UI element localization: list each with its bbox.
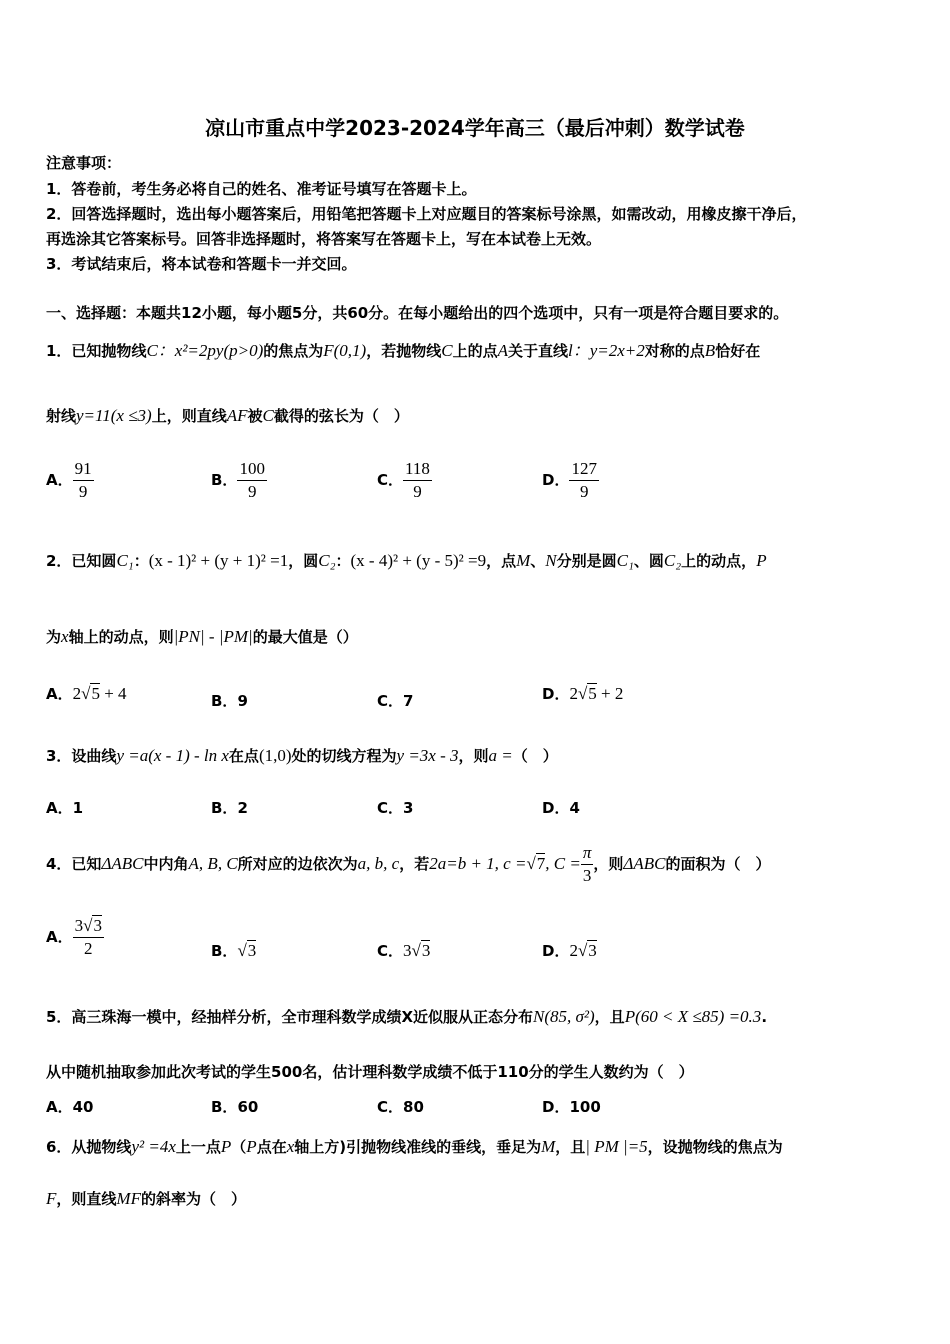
q2-option-d[interactable]: D．2√5 + 2 (542, 684, 624, 703)
q4-option-a[interactable]: A． $\frac{3√3}{2}$ (46, 916, 102, 958)
q2-option-b[interactable]: B．9 (211, 692, 248, 710)
q1-option-c[interactable]: C． $\frac{118}{9}$ (377, 459, 430, 501)
q3-option-a[interactable]: A．1 (46, 799, 84, 817)
q4-option-b[interactable]: B．√3 (211, 941, 257, 960)
section-heading: 一、选择题：本题共12小题，每小题5分，共60分。在每小题给出的四个选项中，只有一项是符合题目要求的。 (46, 304, 789, 322)
q3-option-c[interactable]: C．3 (377, 799, 414, 817)
q5-option-b[interactable]: B．60 (211, 1098, 259, 1116)
q1-math: C：x²=2py(p>0) (146, 341, 264, 360)
question-5: 5．高三珠海一模中，经抽样分析，全市理科数学成绩X近似服从正态分布N(85, σ²)，且P(60 < X ≤85) =0.3. (46, 1007, 768, 1026)
q1-option-a[interactable]: A． $\frac{91}{9}$ (46, 459, 92, 501)
q4-option-d[interactable]: D．2√3 (542, 941, 597, 960)
q4-option-c[interactable]: C．3√3 (377, 941, 431, 960)
question-1-cont: 射线y=11(x ≤3)上，则直线AF被C截得的弦长为（ ） (46, 406, 409, 425)
question-5-cont: 从中随机抽取参加此次考试的学生500名，估计理科数学成绩不低于110分的学生人数约为（ ） (46, 1063, 694, 1081)
question-2: 2．已知圆C₁：(x - 1)² + (y + 1)² =1，圆C₂：(x - 4)² + (y - 5)² =9，点M、N分别是圆C₁、圆C₂上的动点，P (46, 551, 767, 570)
q2-option-c[interactable]: C．7 (377, 692, 414, 710)
q2-option-a[interactable]: A．2√5 + 4 (46, 684, 127, 703)
question-6-cont: F，则直线MF的斜率为（ ） (46, 1189, 246, 1208)
question-6: 6．从抛物线y² =4x上一点P（P点在x轴上方)引抛物线准线的垂线，垂足为M，且| PM |=5，设抛物线的焦点为 (46, 1137, 783, 1156)
notice-item-2: 2．回答选择题时，选出每小题答案后，用铅笔把答题卡上对应题目的答案标号涂黑，如需改动，用橡皮擦干净后， (46, 205, 807, 223)
q5-option-c[interactable]: C．80 (377, 1098, 424, 1116)
q1-option-b[interactable]: B． $\frac{100}{9}$ (211, 459, 265, 501)
notice-item-2-cont: 再选涂其它答案标号。回答非选择题时，将答案写在答题卡上，写在本试卷上无效。 (46, 230, 602, 248)
q5-option-a[interactable]: A．40 (46, 1098, 94, 1116)
question-2-cont: 为x轴上的动点，则|PN| - |PM|的最大值是（） (46, 627, 358, 646)
q3-option-b[interactable]: B．2 (211, 799, 248, 817)
question-1: 1．已知抛物线C：x²=2py(p>0)的焦点为F(0,1)，若抛物线C上的点A关于直线l：y=2x+2对称的点B恰好在 (46, 341, 761, 360)
q3-option-d[interactable]: D．4 (542, 799, 580, 817)
q1-option-d[interactable]: D． $\frac{127}{9}$ (542, 459, 597, 501)
notice-item-1: 1．答卷前，考生务必将自己的姓名、准考证号填写在答题卡上。 (46, 180, 477, 198)
notice-heading: 注意事项： (46, 154, 122, 172)
question-4: 4．已知ΔABC中内角A, B, C所对应的边依次为a, b, c，若2a=b + 1, c =√7, C = $\frac{\pi}{3}$ ，则ΔABC的面积为（ ） (46, 843, 771, 885)
page-title: 凉山市重点中学2023-2024学年高三（最后冲刺）数学试卷 (205, 116, 745, 140)
q5-option-d[interactable]: D．100 (542, 1098, 601, 1116)
notice-item-3: 3．考试结束后，将本试卷和答题卡一并交回。 (46, 255, 357, 273)
question-3: 3．设曲线y =a(x - 1) - ln x在点(1,0)处的切线方程为y =3x - 3，则a =（ ） (46, 746, 558, 765)
